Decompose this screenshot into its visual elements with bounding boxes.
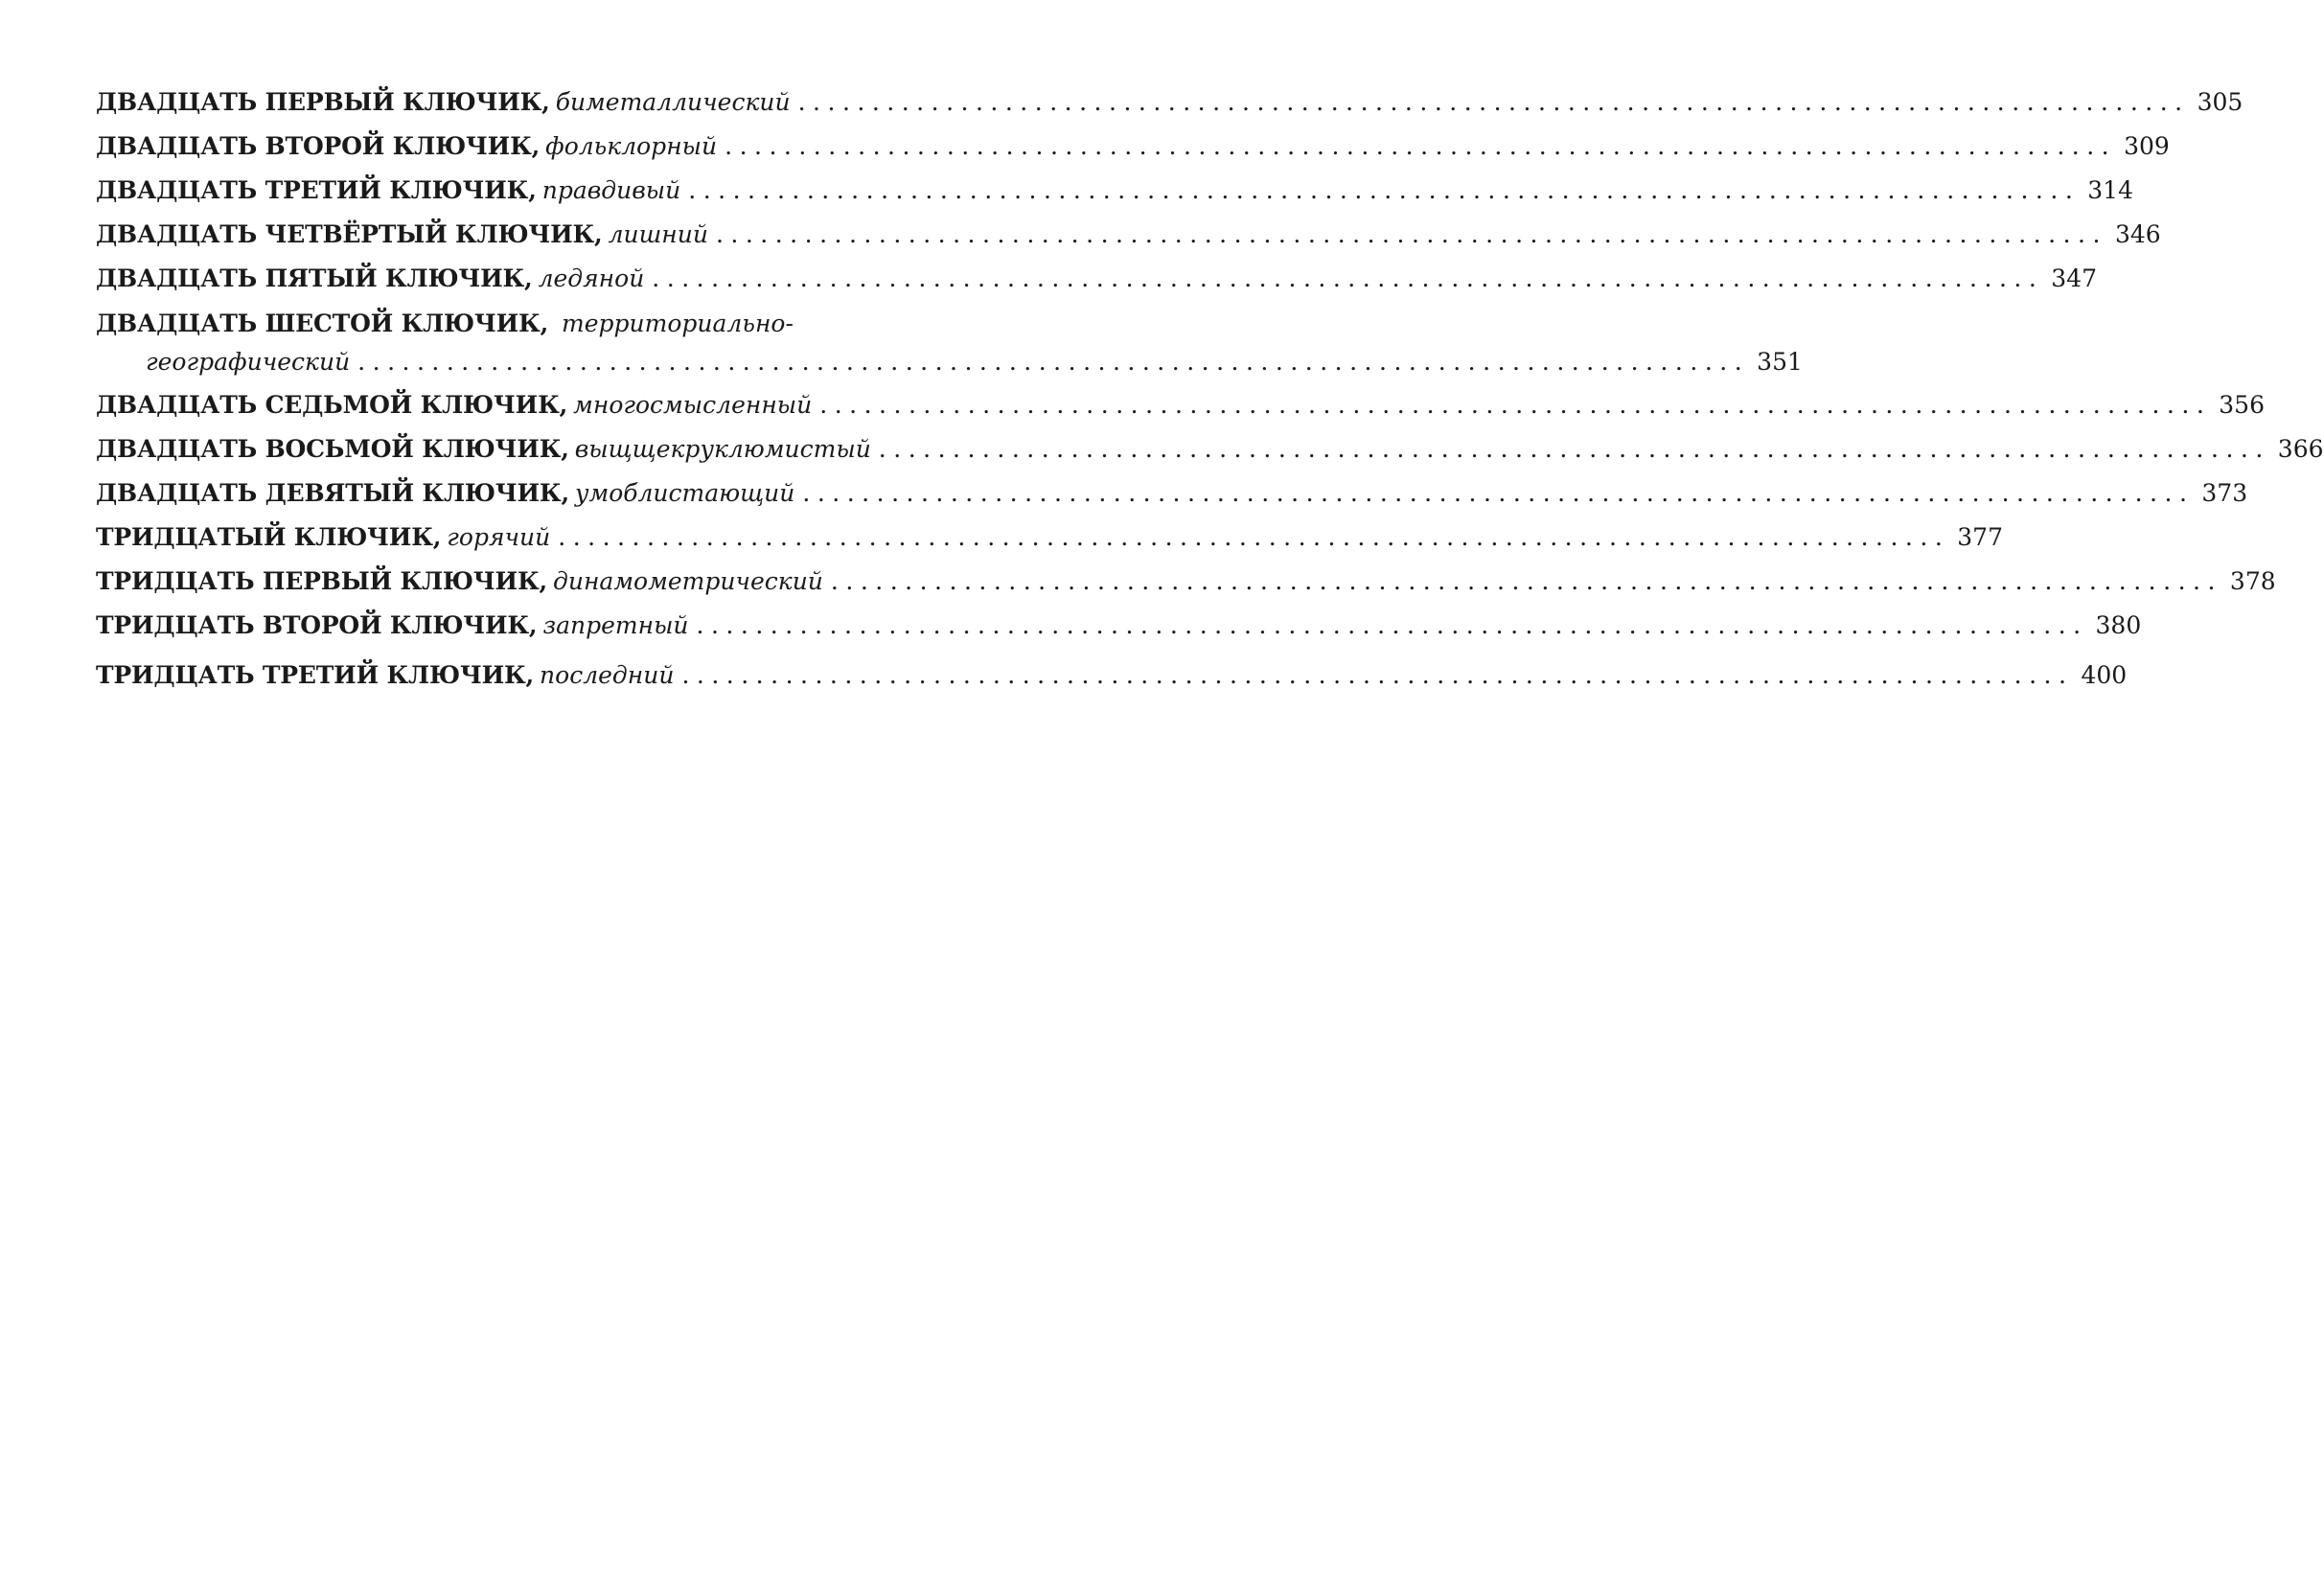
toc-entry: [96, 654, 2128, 698]
toc-entry-page: 347: [2051, 264, 2098, 292]
toc-entry-page: 356: [2219, 391, 2265, 419]
toc-entry-subtitle: правдивый: [541, 176, 681, 204]
toc-entry-subtitle: лишний: [608, 220, 708, 248]
dot-leader: ..............................................................................................: [681, 661, 2074, 689]
toc-entry-page: 373: [2201, 479, 2248, 507]
toc-entry-page: 366: [2277, 435, 2324, 463]
toc-entry: [96, 169, 2133, 213]
table-of-contents: [96, 80, 2324, 698]
toc-entry-page: 305: [2197, 88, 2243, 116]
toc-entry-page: 346: [2114, 220, 2161, 248]
toc-entry-title: ДВАДЦАТЬ ВТОРОЙ КЛЮЧИК,: [96, 132, 541, 160]
toc-entry-title: ДВАДЦАТЬ ПЯТЫЙ КЛЮЧИК,: [96, 264, 533, 292]
toc-entry-title: ДВАДЦАТЬ СЕДЬМОЙ КЛЮЧИК,: [96, 391, 568, 419]
toc-entry-page: 351: [1757, 348, 1803, 376]
toc-entry-title: ТРИДЦАТЬ ВТОРОЙ КЛЮЧИК,: [96, 611, 538, 639]
toc-entry-line-2: [96, 343, 1803, 383]
toc-entry-page: 377: [1957, 523, 2003, 551]
dot-leader: ..............................................................................................: [725, 132, 2117, 160]
toc-entry: [96, 427, 2324, 471]
toc-entry-page: 400: [2081, 661, 2128, 689]
dot-leader: ..............................................................................................: [802, 479, 2195, 507]
toc-entry-title: ДВАДЦАТЬ ШЕСТОЙ КЛЮЧИК,: [96, 310, 549, 337]
toc-entry: [96, 516, 2003, 560]
toc-entry: [96, 213, 2161, 257]
toc-entry-subtitle: фольклорный: [545, 132, 718, 160]
toc-entry-title: ДВАДЦАТЬ ДЕВЯТЫЙ КЛЮЧИК,: [96, 479, 569, 507]
toc-entry: [96, 301, 1803, 383]
dot-leader: ..............................................................................................: [688, 176, 2081, 204]
toc-entry-subtitle: территориально-: [562, 310, 794, 337]
toc-entry-page: 380: [2095, 611, 2142, 639]
dot-leader: ..............................................................................................: [558, 523, 1950, 551]
toc-entry-page: 314: [2087, 176, 2133, 204]
dot-leader: ..............................................................................................: [696, 611, 2088, 639]
dot-leader: ..............................................................................................: [878, 435, 2270, 463]
toc-entry-subtitle: умоблистающий: [574, 479, 795, 507]
dot-leader: ..............................................................................................: [357, 348, 1750, 376]
toc-entry-subtitle: ледяной: [538, 264, 645, 292]
toc-entry-subtitle: динамометрический: [553, 567, 823, 595]
toc-entry: [96, 257, 2098, 301]
toc-entry-title: ТРИДЦАТЬ ПЕРВЫЙ КЛЮЧИК,: [96, 567, 547, 595]
toc-entry-subtitle: выщщекруклюмистый: [574, 435, 871, 463]
toc-entry-title: ДВАДЦАТЬ ПЕРВЫЙ КЛЮЧИК,: [96, 88, 550, 116]
toc-entry-title: ТРИДЦАТЫЙ КЛЮЧИК,: [96, 523, 442, 551]
toc-entry: [96, 471, 2248, 516]
toc-entry: [96, 560, 2276, 604]
toc-entry-title: ДВАДЦАТЬ ВОСЬМОЙ КЛЮЧИК,: [96, 435, 569, 463]
toc-entry-subtitle: последний: [540, 661, 675, 689]
dot-leader: ..............................................................................................: [819, 391, 2212, 419]
toc-entry-line-1: [96, 301, 945, 343]
toc-entry-title: ДВАДЦАТЬ ЧЕТВЁРТЫЙ КЛЮЧИК,: [96, 220, 603, 248]
toc-entry: [96, 125, 2170, 169]
dot-leader: ..............................................................................................: [797, 88, 2190, 116]
toc-entry: [96, 383, 2265, 427]
dot-leader: ..............................................................................................: [830, 567, 2222, 595]
toc-entry-title: ДВАДЦАТЬ ТРЕТИЙ КЛЮЧИК,: [96, 176, 537, 204]
toc-entry: [96, 80, 2243, 125]
toc-entry-subtitle: биметаллический: [555, 88, 791, 116]
toc-entry-subtitle: многосмысленный: [573, 391, 813, 419]
dot-leader: ..............................................................................................: [715, 220, 2107, 248]
toc-entry-page: 309: [2124, 132, 2170, 160]
toc-entry-subtitle: горячий: [447, 523, 551, 551]
dot-leader: ..............................................................................................: [652, 264, 2044, 292]
toc-entry: [96, 604, 2142, 648]
toc-entry-page: 378: [2229, 567, 2276, 595]
toc-entry-subtitle-continuation: географический: [146, 348, 351, 376]
toc-entry-title: ТРИДЦАТЬ ТРЕТИЙ КЛЮЧИК,: [96, 661, 535, 689]
toc-entry-subtitle: запретный: [542, 611, 689, 639]
